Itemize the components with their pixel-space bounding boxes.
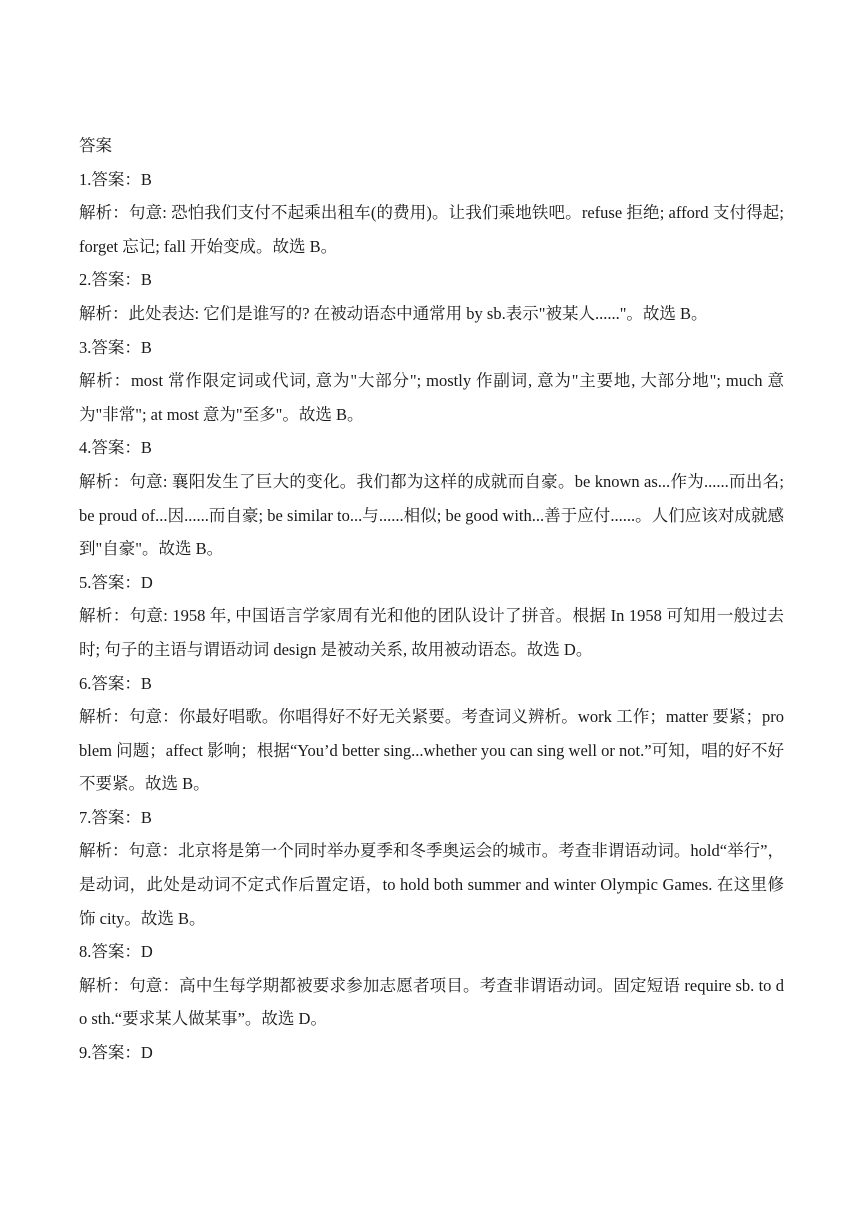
- answer-line: 6.答案：B: [79, 673, 152, 693]
- analysis-paragraph: 解析：句意: 恐怕我们支付不起乘出租车(的费用)。让我们乘地铁吧。refuse 拒绝; afford 支付得起; forget 忘记; fall 开始变成。故选 B。: [79, 203, 784, 256]
- answer-line: 4.答案：B: [79, 438, 152, 458]
- answer-line: 2.答案：B: [79, 270, 152, 290]
- answer-line: 8.答案：D: [79, 942, 153, 962]
- answer-line: 9.答案：D: [79, 1043, 153, 1063]
- section-heading: 答案: [79, 136, 112, 155]
- analysis-paragraph: 解析：句意：你最好唱歌。你唱得好不好无关紧要。考查词义辨析。work 工作；matter 要紧；problem 问题；affect 影响；根据“You’d better sing...whether you can sing well or not.”可知，唱的好不好不要紧。故选 B。: [79, 707, 784, 794]
- answer-line: 5.答案：D: [79, 572, 153, 592]
- analysis-paragraph: 解析：most 常作限定词或代词, 意为"大部分"; mostly 作副词, 意为"主要地, 大部分地"; much 意为"非常"; at most 意为"至多"。故选 B。: [79, 371, 784, 424]
- answer-line: 1.答案：B: [79, 169, 152, 189]
- analysis-paragraph: 解析：句意：高中生每学期都被要求参加志愿者项目。考查非谓语动词。固定短语 require sb. to do sth.“要求某人做某事”。故选 D。: [79, 975, 784, 1029]
- answer-line: 3.答案：B: [79, 337, 152, 357]
- analysis-paragraph: 解析：此处表达: 它们是谁写的? 在被动语态中通常用 by sb.表示"被某人......"。故选 B。: [79, 303, 708, 323]
- answer-line: 7.答案：B: [79, 807, 152, 827]
- answer-section: [79, 129, 784, 1070]
- analysis-paragraph: 解析：句意: 1958 年, 中国语言学家周有光和他的团队设计了拼音。根据 In 1958 可知用一般过去时; 句子的主语与谓语动词 design 是被动关系, 故用被动语态。故选 D。: [79, 606, 784, 659]
- analysis-paragraph: 解析：句意：北京将是第一个同时举办夏季和冬季奥运会的城市。考查非谓语动词。hold“举行”，是动词，此处是动词不定式作后置定语，to hold both summer and winter Olympic Games. 在这里修饰 city。故选 B。: [79, 841, 784, 928]
- analysis-paragraph: 解析：句意: 襄阳发生了巨大的变化。我们都为这样的成就而自豪。be known as...作为......而出名; be proud of...因......而自豪; be similar to...与......相似; be good with...善于应付......。人们应该对成就感到"自豪"。故选 B。: [79, 471, 784, 559]
